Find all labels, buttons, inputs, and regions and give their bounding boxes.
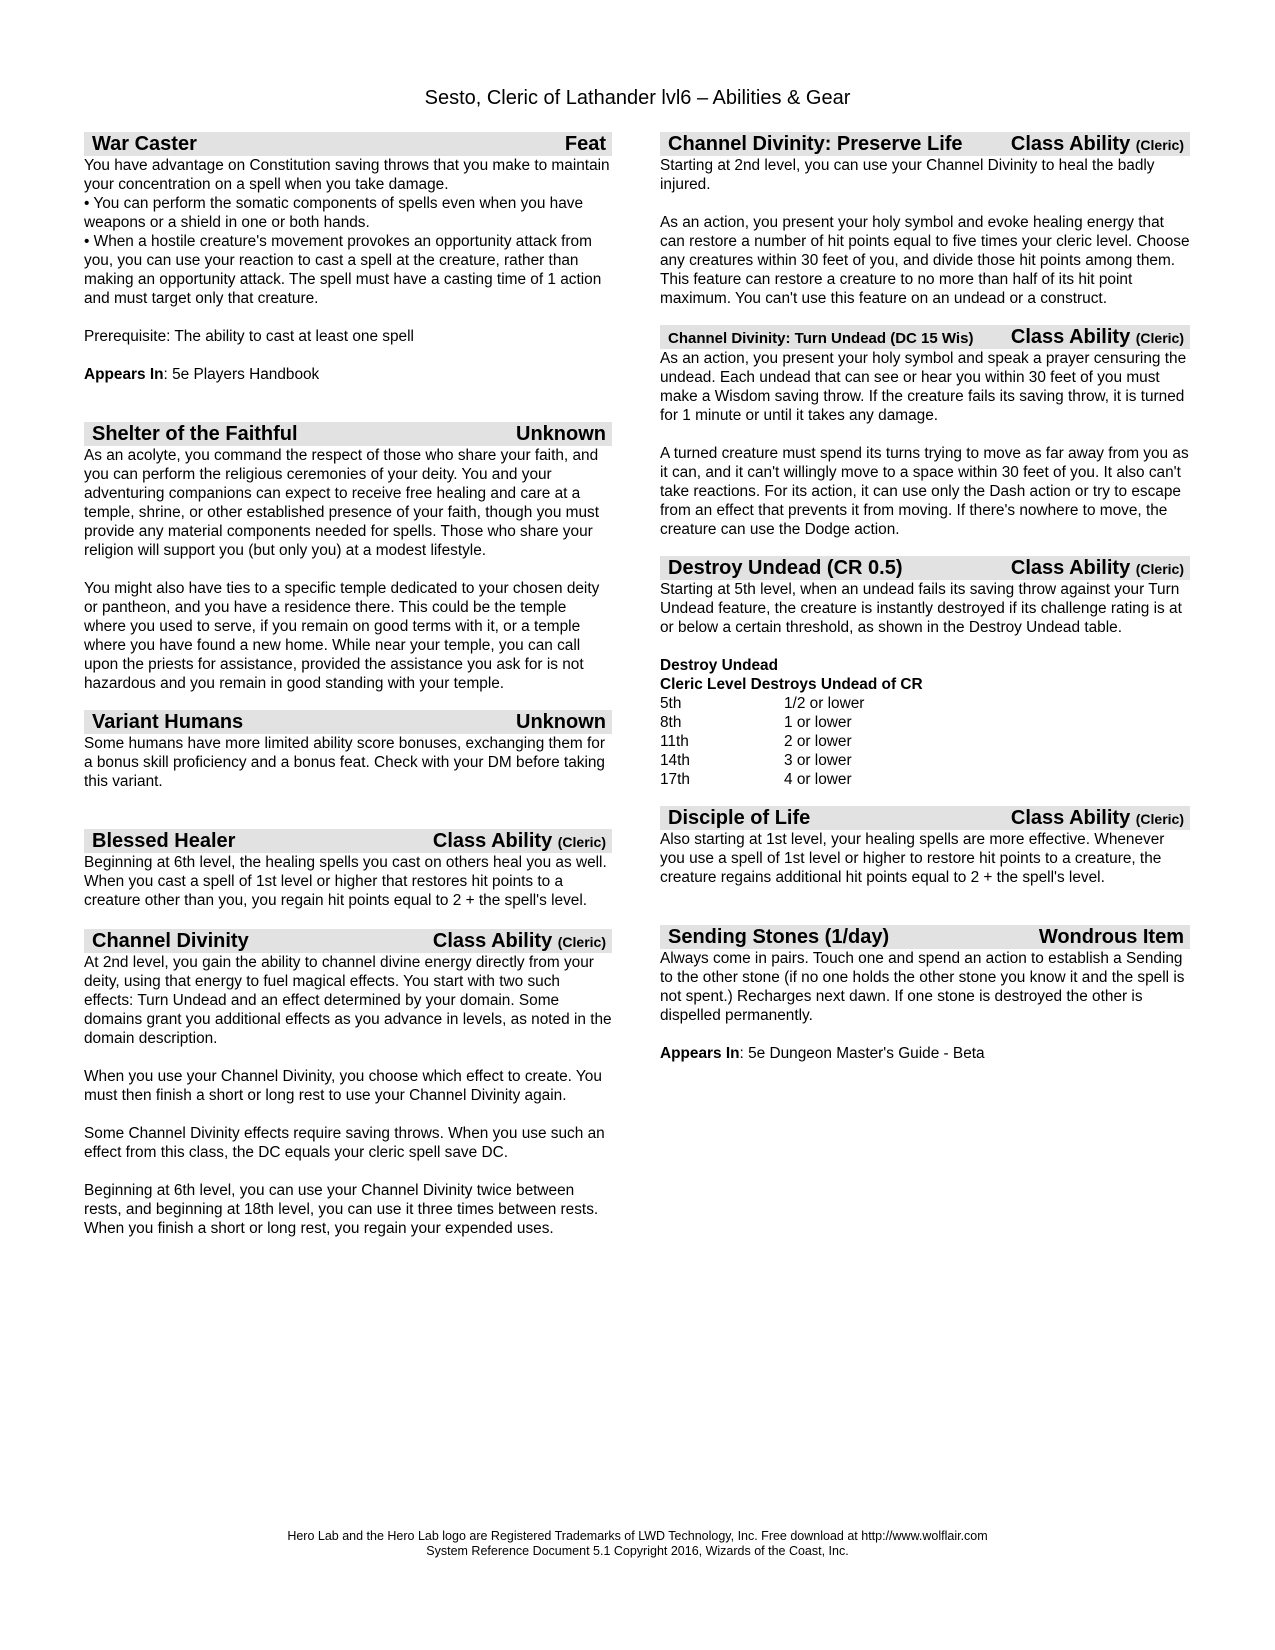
description-paragraph: Some humans have more limited ability score bonuses, exchanging them for a bonus skill proficiency and a bonus feat. Check with your DM before taking this variant. xyxy=(84,735,605,790)
ability-disciple-of-life xyxy=(660,806,1190,887)
table-cell-level: 5th xyxy=(660,695,682,712)
ability-name: Channel Divinity: Turn Undead (DC 15 Wis) xyxy=(668,330,974,347)
table-title: Destroy Undead xyxy=(660,657,779,674)
ability-turn-undead xyxy=(660,325,1190,539)
ability-name: Shelter of the Faithful xyxy=(92,423,298,445)
description-paragraph: As an acolyte, you command the respect of those who share your faith, and you can perform the religious ceremonies of your deity. You and your adventuring companions can expect to receive free healing and care at a temple, shrine, or other established presence of your faith, though you must provide any material components needed for spells. Those who share your religion will support you (but only you) at a modest lifestyle. xyxy=(84,447,600,559)
ability-description xyxy=(660,580,1190,789)
ability-shelter-of-the-faithful xyxy=(84,422,612,693)
ability-type: Class Ability (Cleric) xyxy=(1010,133,1184,155)
left-column xyxy=(84,132,612,1238)
ability-name: Sending Stones (1/day) xyxy=(668,926,890,948)
ability-description xyxy=(84,853,612,910)
ability-description xyxy=(84,953,612,1238)
ability-name: Channel Divinity xyxy=(92,930,249,952)
item-sending-stones xyxy=(660,925,1190,1063)
ability-name: Blessed Healer xyxy=(92,830,236,852)
ability-header xyxy=(660,325,1190,349)
ability-header xyxy=(84,929,612,953)
ability-type: Class Ability (Cleric) xyxy=(1010,557,1184,579)
ability-type: Class Ability (Cleric) xyxy=(1010,807,1184,829)
ability-description xyxy=(660,949,1190,1063)
table-row xyxy=(660,694,864,713)
ability-name: War Caster xyxy=(92,133,197,155)
description-paragraph: Beginning at 6th level, you can use your Channel Divinity twice between rests, and beginning at 18th level, you can use it three times between rests. When you finish a short or long rest, you regain your expended uses. xyxy=(84,1182,599,1237)
description-paragraph: Some Channel Divinity effects require saving throws. When you use such an effect from this class, the DC equals your cleric spell save DC. xyxy=(84,1125,605,1161)
table-cell-level: 11th xyxy=(660,733,689,750)
table-cell-level: 14th xyxy=(660,752,690,769)
ability-header xyxy=(660,556,1190,580)
ability-type: Unknown xyxy=(516,423,606,445)
description-paragraph: At 2nd level, you gain the ability to channel divine energy directly from your deity, using that energy to fuel magical effects. You start with two such effects: Turn Undead and an effect determined by your domain. Some domains grant you additional effects as you advance in levels, as noted in the domain description. xyxy=(84,954,612,1047)
appears-in-source: : 5e Dungeon Master's Guide - Beta xyxy=(739,1045,985,1062)
ability-type-class: (Cleric) xyxy=(1135,561,1184,577)
ability-type-class: (Cleric) xyxy=(1135,137,1184,153)
ability-header xyxy=(660,925,1190,949)
appears-in xyxy=(84,365,612,384)
table-row xyxy=(660,770,864,789)
ability-preserve-life xyxy=(660,132,1190,308)
description-paragraph: As an action, you present your holy symbol and speak a prayer censuring the undead. Each undead that can see or hear you within 30 feet of you must make a Wisdom saving throw. If the creature fails its saving throw, it is turned for 1 minute or until it takes any damage. xyxy=(660,350,1187,424)
right-column xyxy=(660,132,1190,1063)
ability-type: Feat xyxy=(564,133,606,155)
table-cell-cr: 3 or lower xyxy=(784,752,852,769)
description-paragraph: Starting at 2nd level, you can use your Channel Divinity to heal the badly injured. xyxy=(660,157,1155,193)
description-paragraph: You might also have ties to a specific temple dedicated to your chosen deity or pantheon, and you have a residence there. This could be the temple where you used to serve, if you remain on good terms with it, or a temple where you have found a new home. While near your temple, you can call upon the priests for assistance, provided the assistance you ask for is not hazardous and you remain in good standing with your temple. xyxy=(84,580,600,692)
footer-trademark: Hero Lab and the Hero Lab logo are Registered Trademarks of LWD Technology, Inc. Free download at http://www.wolflair.com xyxy=(287,1529,988,1543)
ability-description xyxy=(84,156,612,384)
ability-header xyxy=(84,132,612,156)
footer xyxy=(0,1529,1275,1559)
table-cell-cr: 4 or lower xyxy=(784,771,852,788)
table-cell-level: 8th xyxy=(660,714,682,731)
ability-name: Destroy Undead (CR 0.5) xyxy=(668,557,903,579)
ability-type: Class Ability (Cleric) xyxy=(1010,326,1184,348)
ability-type: Class Ability (Cleric) xyxy=(432,830,606,852)
ability-type: Wondrous Item xyxy=(1038,926,1184,948)
ability-type: Unknown xyxy=(516,711,606,733)
ability-war-caster xyxy=(84,132,612,384)
table-row xyxy=(660,751,864,770)
ability-type: Class Ability (Cleric) xyxy=(432,930,606,952)
ability-name: Variant Humans xyxy=(92,711,244,733)
table-cell-cr: 1 or lower xyxy=(784,714,852,731)
table-cell-cr: 2 or lower xyxy=(784,733,852,750)
description-paragraph: Also starting at 1st level, your healing spells are more effective. Whenever you use a spell of 1st level or higher to restore hit points to a creature, the creature regains additional hit points equal to 2 + the spell's level. xyxy=(660,831,1165,886)
appears-in-label: Appears In xyxy=(660,1045,740,1062)
appears-in-source: : 5e Players Handbook xyxy=(163,366,320,383)
ability-destroy-undead xyxy=(660,556,1190,789)
ability-name: Channel Divinity: Preserve Life xyxy=(668,133,963,155)
appears-in xyxy=(660,1044,1190,1063)
table-cell-level: 17th xyxy=(660,771,690,788)
ability-type-class: (Cleric) xyxy=(1135,330,1184,346)
description-paragraph: Prerequisite: The ability to cast at least one spell xyxy=(84,328,414,345)
description-paragraph: You have advantage on Constitution saving throws that you make to maintain your concentration on a spell when you take damage. • You can perform the somatic components of spells even when you have weapons or a shield in one or both hands. • When a hostile creature's movement provokes an opportunity attack from you, you can use your reaction to cast a spell at the creature, rather than making an opportunity attack. The spell must have a casting time of 1 action and must target only that creature. xyxy=(84,157,610,307)
ability-variant-humans xyxy=(84,710,612,791)
description-paragraph: When you use your Channel Divinity, you choose which effect to create. You must then finish a short or long rest to use your Channel Divinity again. xyxy=(84,1068,602,1104)
table-header: Cleric Level Destroys Undead of CR xyxy=(660,676,923,693)
ability-header xyxy=(660,132,1190,156)
ability-type-class: (Cleric) xyxy=(1135,811,1184,827)
footer-copyright: System Reference Document 5.1 Copyright 2016, Wizards of the Coast, Inc. xyxy=(426,1544,849,1558)
ability-channel-divinity xyxy=(84,929,612,1238)
ability-blessed-healer xyxy=(84,829,612,910)
ability-description xyxy=(660,349,1190,539)
description-paragraph: Starting at 5th level, when an undead fails its saving throw against your Turn Undead feature, the creature is instantly destroyed if its challenge rating is at or below a certain threshold, as shown in the Destroy Undead table. xyxy=(660,581,1182,636)
table-cell-cr: 1/2 or lower xyxy=(784,695,865,712)
description-paragraph: A turned creature must spend its turns trying to move as far away from you as it can, and it can't willingly move to a space within 30 feet of you. It also can't take reactions. For its action, it can use only the Dash action or try to escape from an effect that prevents it from moving. If there's nowhere to move, the creature can use the Dodge action. xyxy=(660,445,1189,538)
table-row xyxy=(660,732,864,751)
table-row xyxy=(660,713,864,732)
destroy-undead-table xyxy=(660,694,864,789)
ability-description xyxy=(84,734,612,791)
ability-header xyxy=(84,422,612,446)
ability-description xyxy=(660,830,1190,887)
ability-header xyxy=(84,829,612,853)
ability-type-class: (Cleric) xyxy=(557,934,606,950)
ability-header xyxy=(660,806,1190,830)
appears-in-label: Appears In xyxy=(84,366,164,383)
ability-type-class: (Cleric) xyxy=(557,834,606,850)
description-paragraph: Beginning at 6th level, the healing spells you cast on others heal you as well. When you cast a spell of 1st level or higher that restores hit points to a creature other than you, you regain hit points equal to 2 + the spell's level. xyxy=(84,854,607,909)
ability-description xyxy=(84,446,612,693)
ability-name: Disciple of Life xyxy=(668,807,811,829)
page-title: Sesto, Cleric of Lathander lvl6 – Abilities & Gear xyxy=(424,87,851,109)
ability-description xyxy=(660,156,1190,308)
description-paragraph: As an action, you present your holy symbol and evoke healing energy that can restore a number of hit points equal to five times your cleric level. Choose any creatures within 30 feet of you, and divide those hit points among them. This feature can restore a creature to no more than half of its hit point maximum. You can't use this feature on an undead or a construct. xyxy=(660,214,1190,307)
ability-header xyxy=(84,710,612,734)
description-paragraph: Always come in pairs. Touch one and spend an action to establish a Sending to the other stone (if no one holds the other stone you know it and the spell is not spent.) Recharges next dawn. If one stone is destroyed the other is dispelled permanently. xyxy=(660,950,1185,1024)
